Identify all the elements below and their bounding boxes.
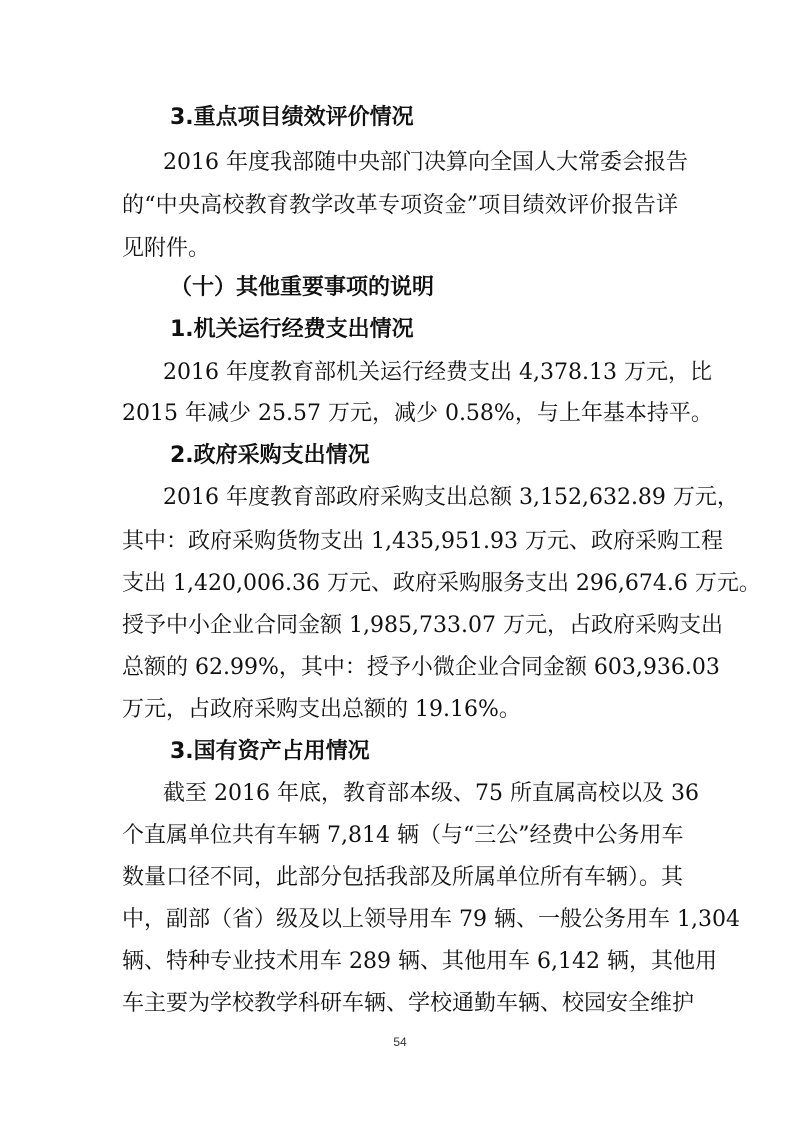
paragraph-line: 其中：政府采购货物支出 1,435,951.93 万元、政府采购工程 [122,529,723,554]
section-heading-government-procurement: 2.政府采购支出情况 [170,443,370,468]
paragraph-line: 总额的 62.99%，其中：授予小微企业合同金额 603,936.03 [122,655,720,680]
section-heading-other-matters: （十）其他重要事项的说明 [170,275,435,300]
paragraph-line: 2015 年减少 25.57 万元，减少 0.58%，与上年基本持平。 [122,401,713,426]
section-heading-state-assets: 3.国有资产占用情况 [170,739,370,764]
paragraph-line: 车主要为学校教学科研车辆、学校通勤车辆、校园安全维护 [122,991,695,1016]
paragraph-line: 授予中小企业合同金额 1,985,733.07 万元，占政府采购支出 [122,613,723,638]
paragraph-line: 2016 年度我部随中央部门决算向全国人大常委会报告 [163,150,688,175]
paragraph-line: 数量口径不同，此部分包括我部及所属单位所有车辆）。其 [122,865,684,890]
page-number: 54 [393,1035,407,1049]
paragraph-line: 的“中央高校教育教学改革专项资金”项目绩效评价报告详 [122,193,678,218]
section-heading-operating-expenses: 1.机关运行经费支出情况 [170,317,414,342]
paragraph-line: 2016 年度教育部机关运行经费支出 4,378.13 万元，比 [163,360,712,385]
paragraph-line: 辆、特种专业技术用车 289 辆、其他用车 6,142 辆，其他用 [122,949,717,974]
paragraph-line: 个直属单位共有车辆 7,814 辆（与“三公”经费中公务用车 [122,823,684,848]
paragraph-line: 截至 2016 年底，教育部本级、75 所直属高校以及 36 [163,781,699,806]
paragraph-line: 中，副部（省）级及以上领导用车 79 辆、一般公务用车 1,304 [122,907,740,932]
paragraph-line: 2016 年度教育部政府采购支出总额 3,152,632.89 万元， [163,485,739,510]
section-heading-3-key-project-evaluation: 3.重点项目绩效评价情况 [170,105,414,130]
paragraph-line: 见附件。 [122,236,211,261]
paragraph-line: 万元，占政府采购支出总额的 19.16%。 [122,697,521,722]
paragraph-line: 支出 1,420,006.36 万元、政府采购服务支出 296,674.6 万元。 [122,571,761,596]
